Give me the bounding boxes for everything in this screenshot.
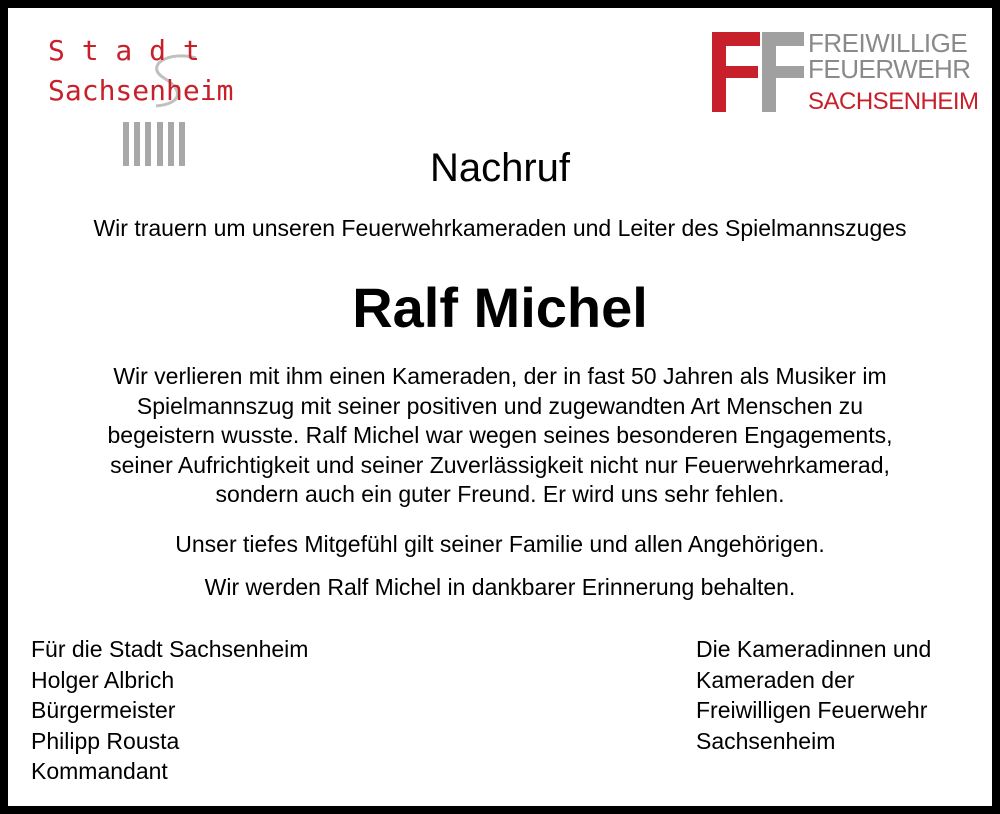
ff-gray-bar xyxy=(776,66,804,78)
body-line: sondern auch ein guter Freund. Er wird uns sehr fehlen. xyxy=(215,481,785,507)
deceased-name: Ralf Michel xyxy=(352,276,648,339)
body-line: Spielmannszug mit seiner positiven und zugewandten Art Menschen zu xyxy=(136,392,864,419)
signature-line: Bürgermeister xyxy=(31,697,176,723)
body-line: seiner Aufrichtigkeit und seiner Zuverlässigkeit nicht nur Feuerwehrkamerad, xyxy=(110,451,890,478)
signature-right xyxy=(696,634,931,756)
feuerwehr-logo xyxy=(712,28,979,116)
ff-gray-bar xyxy=(762,46,776,112)
ff-gray-bar xyxy=(762,32,804,46)
signature-line: Freiwilligen Feuerwehr xyxy=(696,697,928,723)
stadt-logo-word: S t a d t xyxy=(48,34,200,67)
ff-red-bar xyxy=(712,46,726,112)
body-line: begeistern wusste. Ralf Michel war wegen seines besonderen Engagements, xyxy=(107,422,893,448)
stadt-logo-city: Sachsenheim xyxy=(48,74,234,107)
signature-line: Kommandant xyxy=(31,758,168,784)
condolence-text: Unser tiefes Mitgefühl gilt seiner Familie und allen Angehörigen. xyxy=(175,531,825,557)
signature-line: Holger Albrich xyxy=(31,666,175,693)
ff-logo-line3: SACHSENHEIM xyxy=(808,88,979,115)
signature-line: Für die Stadt Sachsenheim xyxy=(31,636,309,662)
signature-line: Sachsenheim xyxy=(696,727,836,754)
ff-logo-line1: FREIWILLIGE xyxy=(808,28,968,58)
signature-line: Philipp Rousta xyxy=(31,727,180,754)
notice-body xyxy=(8,362,992,510)
ff-logo-line2: FEUERWEHR xyxy=(808,54,971,84)
remembrance-text: Wir werden Ralf Michel in dankbarer Erinnerung behalten. xyxy=(204,574,796,600)
ff-red-bar xyxy=(726,66,758,78)
body-line: Wir verlieren mit ihm einen Kameraden, der in fast 50 Jahren als Musiker im xyxy=(113,363,887,389)
signature-line: Kameraden der xyxy=(696,666,855,693)
ff-red-bar xyxy=(712,32,760,46)
signature-left xyxy=(31,634,308,787)
notice-intro: Wir trauern um unseren Feuerwehrkameraden und Leiter des Spielmannszuges xyxy=(93,215,907,241)
signature-line: Die Kameradinnen und xyxy=(696,636,932,662)
notice-heading: Nachruf xyxy=(429,146,571,190)
